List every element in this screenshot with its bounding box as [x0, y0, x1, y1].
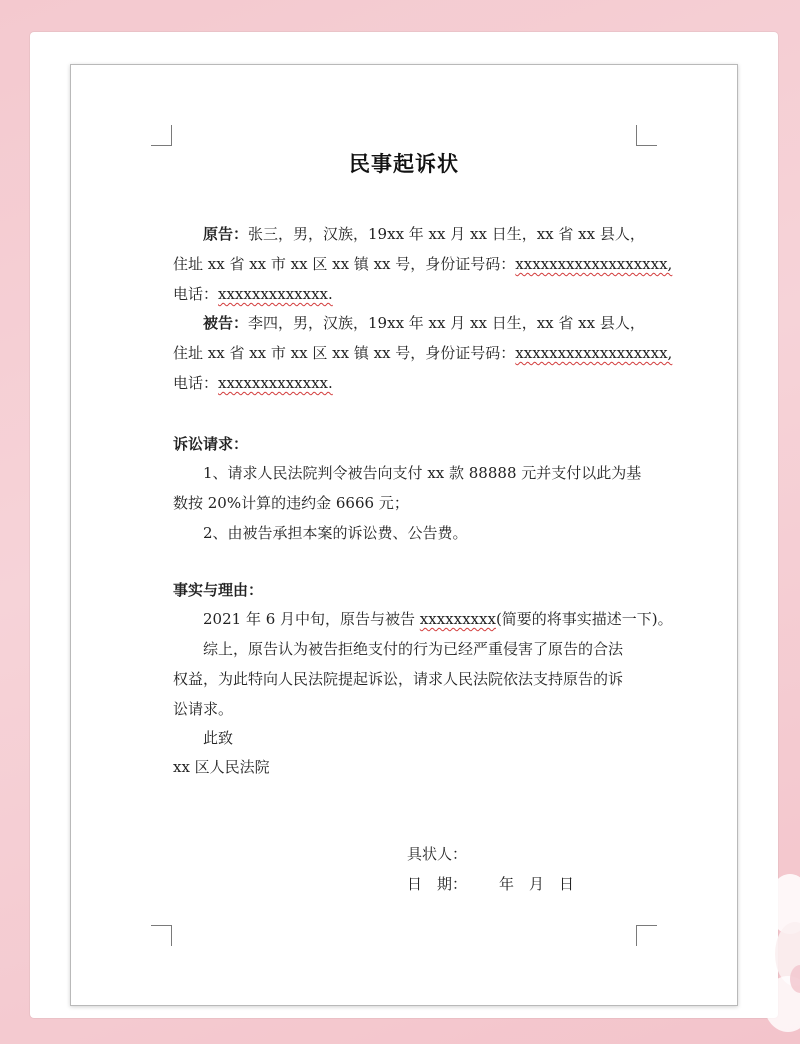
- facts-heading: 事实与理由：: [173, 581, 264, 599]
- defendant-label: 被告：: [203, 314, 249, 332]
- defendant-phone-label: 电话：: [173, 374, 219, 392]
- plaintiff-line-2: [173, 253, 672, 274]
- facts-line-1-suffix: (简要的将事实描述一下)。: [495, 610, 673, 628]
- facts-line-4: 讼请求。: [173, 700, 234, 718]
- document-page: [70, 64, 738, 1006]
- salutation: 此致: [203, 729, 234, 747]
- facts-line-1-prefix: 2021 年 6 月中旬，原告与被告: [203, 610, 420, 628]
- margin-corner-bottom-left: [151, 925, 172, 946]
- claims-heading: 诉讼请求：: [173, 435, 249, 453]
- margin-corner-bottom-right: [636, 925, 657, 946]
- plaintiff-line-3: [173, 283, 333, 304]
- plaintiff-id-number: xxxxxxxxxxxxxxxxxx,: [515, 255, 673, 273]
- plaintiff-phone-label: 电话：: [173, 285, 219, 303]
- defendant-phone: xxxxxxxxxxxxx.: [218, 374, 333, 392]
- court-name: xx 区人民法院: [173, 758, 270, 776]
- flower-decoration: [750, 864, 800, 1034]
- facts-line-3: 权益，为此特向人民法院提起诉讼，请求人民法院依法支持原告的诉: [173, 670, 624, 688]
- plaintiff-line-1: [203, 223, 645, 244]
- defendant-line-3: [173, 372, 333, 393]
- plaintiff-phone: xxxxxxxxxxxxx.: [218, 285, 333, 303]
- margin-corner-top-left: [151, 125, 172, 146]
- facts-line-1: [203, 608, 673, 629]
- claim-2: 2、由被告承担本案的诉讼费、公告费。: [203, 524, 468, 542]
- defendant-line-1: [203, 312, 645, 333]
- claim-1-line-1: 1、请求人民法院判令被告向支付 xx 款 88888 元并支付以此为基: [203, 464, 642, 482]
- facts-line-2: 综上，原告认为被告拒绝支付的行为已经严重侵害了原告的合法: [203, 640, 624, 658]
- plaintiff-info: 张三，男，汉族，19xx 年 xx 月 xx 日生，xx 省 xx 县人，: [248, 225, 645, 243]
- margin-corner-top-right: [636, 125, 657, 146]
- document-title: 民事起诉状: [349, 152, 459, 176]
- signer-label: 具状人：: [407, 845, 468, 863]
- plaintiff-label: 原告：: [203, 225, 249, 243]
- date-fields: 年 月 日: [499, 875, 575, 893]
- date-label: 日 期：: [407, 875, 468, 893]
- defendant-id-number: xxxxxxxxxxxxxxxxxx,: [515, 344, 673, 362]
- defendant-address: 住址 xx 省 xx 市 xx 区 xx 镇 xx 号，身份证号码：: [173, 344, 516, 362]
- claim-1-line-2: 数按 20%计算的违约金 6666 元；: [173, 494, 409, 512]
- defendant-info: 李四，男，汉族，19xx 年 xx 月 xx 日生，xx 省 xx 县人，: [248, 314, 645, 332]
- facts-placeholder: xxxxxxxxx: [419, 610, 496, 628]
- defendant-line-2: [173, 342, 672, 363]
- plaintiff-address: 住址 xx 省 xx 市 xx 区 xx 镇 xx 号，身份证号码：: [173, 255, 516, 273]
